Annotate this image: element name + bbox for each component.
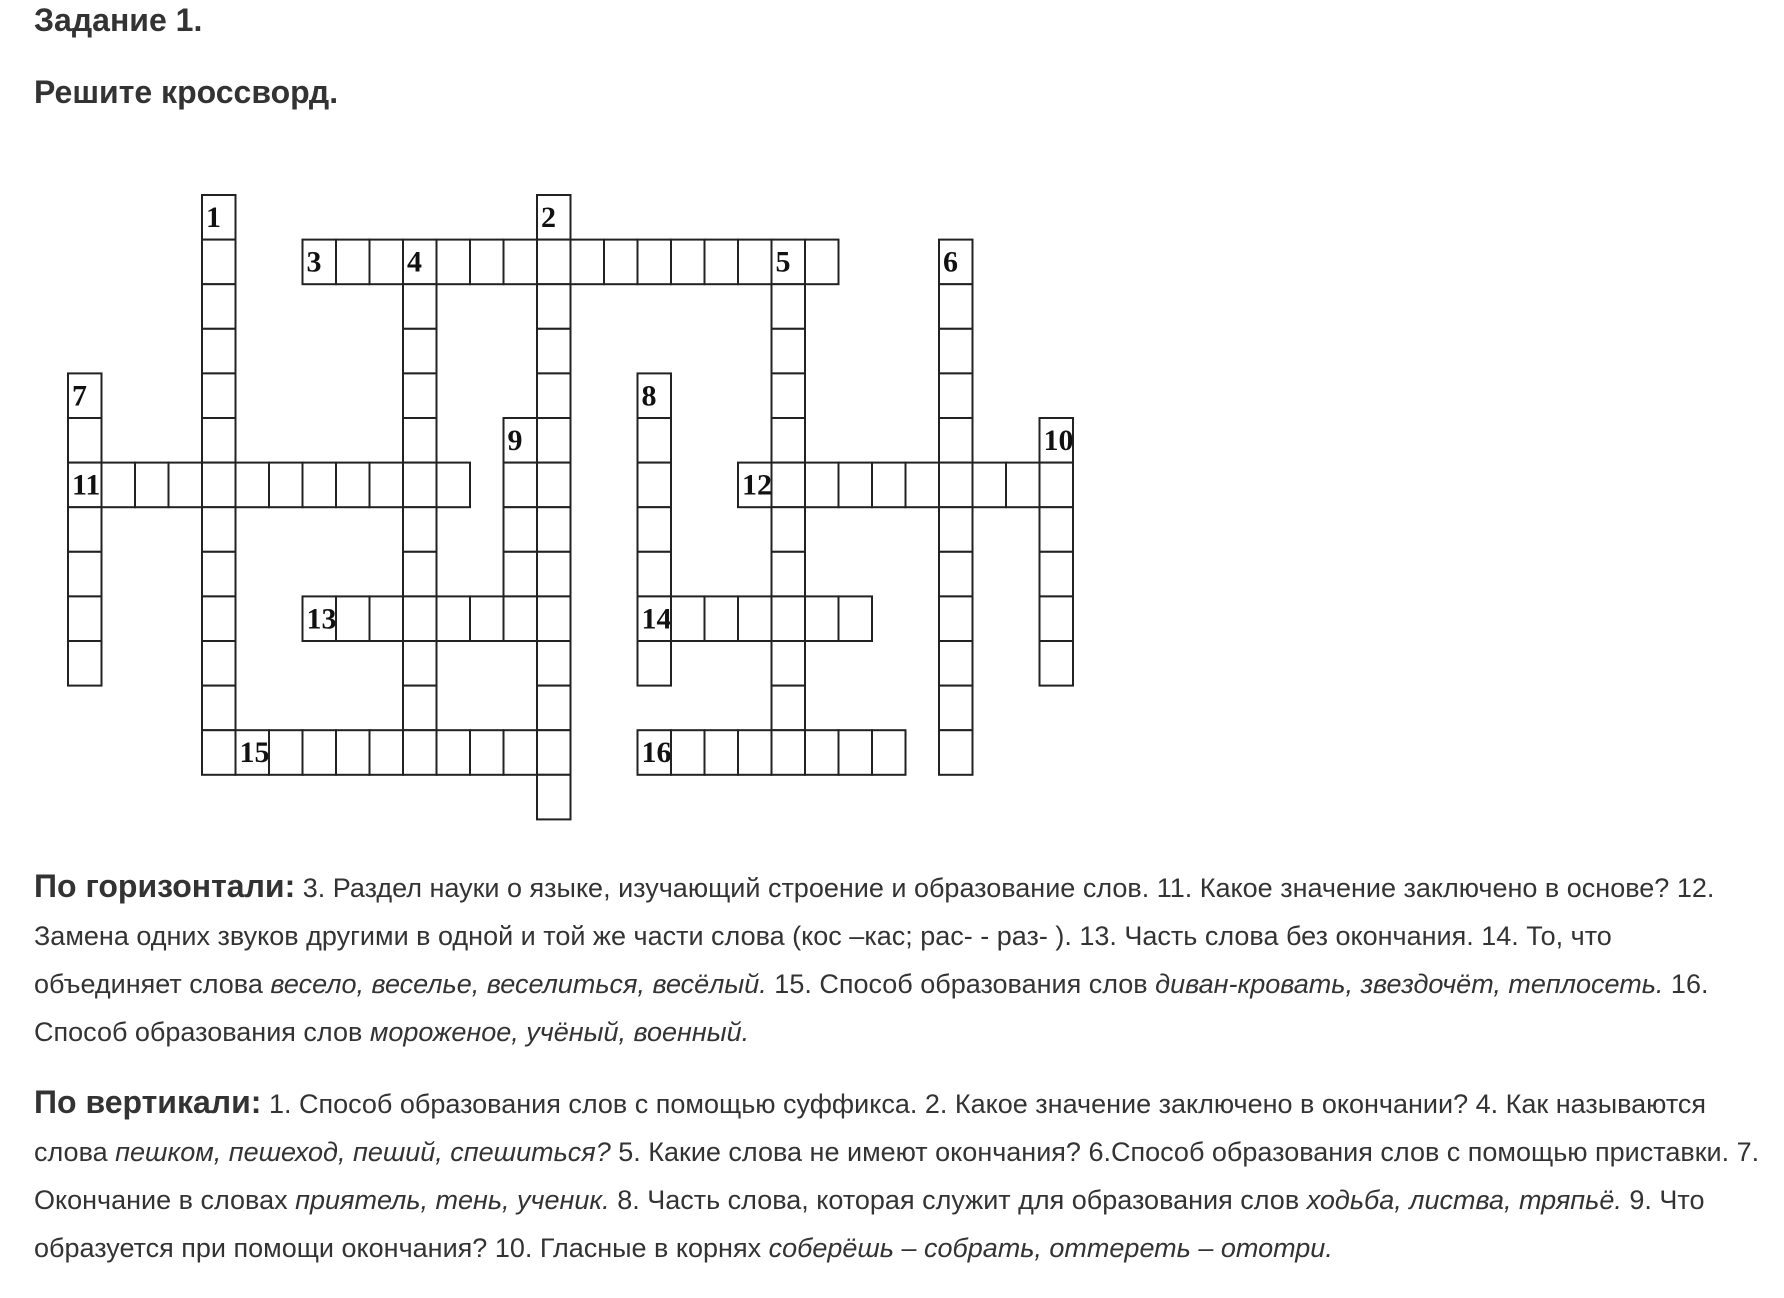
crossword-cell	[68, 507, 102, 552]
crossword-cell	[772, 373, 806, 418]
crossword-cell	[303, 730, 337, 775]
crossword-cell	[370, 240, 404, 285]
crossword-cell	[202, 373, 236, 418]
crossword-cell	[839, 730, 873, 775]
crossword-cell	[336, 240, 370, 285]
crossword-cell	[772, 552, 806, 597]
crossword-cell	[336, 730, 370, 775]
clue-number-1: 1	[206, 201, 221, 234]
clue-9: 9. Что образуется при помощи окончания?	[34, 1185, 1705, 1263]
crossword-cell	[403, 686, 437, 731]
crossword-cell	[537, 418, 571, 463]
crossword-cell	[470, 240, 504, 285]
crossword-cell	[571, 240, 605, 285]
clue-16-examples: мороженое, учёный, военный.	[369, 1017, 750, 1047]
crossword-cell	[269, 463, 303, 508]
clue-number-12: 12	[742, 468, 772, 502]
crossword-cell	[202, 641, 236, 686]
crossword-cell	[437, 596, 471, 641]
crossword-cell	[872, 730, 906, 775]
crossword-cell	[1040, 596, 1074, 641]
crossword-cell	[537, 240, 571, 285]
crossword-cell	[68, 418, 102, 463]
crossword-cell	[102, 463, 136, 508]
crossword-cell	[537, 329, 571, 374]
clue-number-15: 15	[239, 736, 270, 770]
clue-16: 16. Способ образования слов	[34, 969, 1709, 1047]
crossword-cell	[772, 686, 806, 731]
crossword-cell	[202, 463, 236, 508]
crossword-cell	[169, 463, 203, 508]
crossword-cell	[437, 730, 471, 775]
crossword-cell	[403, 373, 437, 418]
clue-number-5: 5	[775, 245, 791, 279]
crossword-cell	[537, 641, 571, 686]
crossword-cell	[202, 552, 236, 597]
crossword-cell	[772, 329, 806, 374]
crossword-cell	[403, 463, 437, 508]
crossword-cell	[772, 730, 806, 775]
crossword-cell	[939, 463, 973, 508]
clue-10-examples: соберёшь – собрать, оттереть – ототри.	[768, 1233, 1333, 1263]
crossword-cell	[638, 552, 672, 597]
crossword-cell	[939, 329, 973, 374]
across-clues	[34, 862, 1764, 1056]
crossword-cell	[772, 463, 806, 508]
crossword-cell	[403, 730, 437, 775]
crossword-cell	[537, 373, 571, 418]
clue-number-3: 3	[306, 245, 322, 279]
crossword-cell	[68, 596, 102, 641]
crossword-cell	[772, 641, 806, 686]
clue-number-9: 9	[507, 424, 523, 457]
crossword-cell	[705, 596, 739, 641]
crossword-cell	[939, 418, 973, 463]
crossword-cell	[68, 552, 102, 597]
crossword-cell	[1040, 507, 1074, 552]
crossword-cell	[738, 730, 772, 775]
clue-4: 4. Как называются слова	[34, 1089, 1707, 1167]
crossword-cell	[437, 240, 471, 285]
clue-5: 5. Какие слова не имеют окончания?	[618, 1137, 1081, 1167]
crossword-cell	[504, 240, 538, 285]
clue-number-8: 8	[641, 379, 657, 413]
crossword-cell	[537, 463, 571, 508]
instruction: Решите кроссворд.	[34, 74, 339, 110]
crossword-cell	[370, 596, 404, 641]
crossword-cell	[772, 507, 806, 552]
clue-15-examples: диван-кровать, звездочёт, теплосеть.	[1155, 969, 1664, 999]
crossword-cell	[1006, 463, 1040, 508]
crossword-cell	[906, 463, 940, 508]
crossword-cell	[537, 686, 571, 731]
down-label: По вертикали:	[34, 1084, 262, 1120]
clue-number-13: 13	[306, 602, 337, 636]
crossword-cell	[772, 596, 806, 641]
clue-14-examples: весело, веселье, веселиться, весёлый.	[270, 969, 767, 999]
crossword-cell	[1040, 552, 1074, 597]
clue-10: 10. Гласные в корнях	[494, 1233, 762, 1263]
clue-12: 12. Замена одних звуков другими в одной и той же части слова (кос –кас; рас- - раз- ).	[34, 873, 1715, 951]
crossword-cell	[839, 596, 873, 641]
crossword-cell	[504, 463, 538, 508]
crossword-cell	[403, 507, 437, 552]
crossword-cell	[973, 463, 1007, 508]
crossword-cell	[939, 284, 973, 329]
crossword-cell	[671, 730, 705, 775]
clue-4-examples: пешком, пешеход, пеший, спешиться?	[115, 1137, 611, 1167]
crossword-cell	[537, 775, 571, 820]
task-title: Задание 1.	[34, 2, 203, 38]
crossword-cell	[202, 730, 236, 775]
crossword-cell	[403, 552, 437, 597]
crossword-cell	[202, 418, 236, 463]
clue-number-16: 16	[641, 736, 672, 770]
crossword-cell	[939, 373, 973, 418]
crossword-cell	[336, 463, 370, 508]
crossword-cell	[504, 596, 538, 641]
crossword-cell	[202, 240, 236, 285]
crossword-cell	[638, 418, 672, 463]
clue-number-6: 6	[943, 245, 958, 279]
crossword-cell	[437, 463, 471, 508]
crossword-cell	[403, 641, 437, 686]
crossword-cell	[370, 463, 404, 508]
crossword-cell	[772, 418, 806, 463]
crossword-cell	[939, 730, 973, 775]
crossword-cell	[805, 240, 839, 285]
clue-1: 1. Способ образования слов с помощью суффикса.	[268, 1089, 918, 1119]
crossword-cell	[738, 596, 772, 641]
crossword-cell	[671, 596, 705, 641]
crossword-cell	[1040, 463, 1074, 508]
down-clues	[34, 1078, 1764, 1272]
crossword-cell	[202, 329, 236, 374]
crossword-cell	[939, 507, 973, 552]
crossword-cell	[705, 730, 739, 775]
crossword-cell	[638, 240, 672, 285]
crossword-cell	[638, 463, 672, 508]
clue-8-examples: ходьба, листва, тряпьё.	[1306, 1185, 1622, 1215]
clue-6: 6.Способ образования слов с помощью приставки.	[1088, 1137, 1730, 1167]
clue-7-examples: приятель, тень, ученик.	[295, 1185, 610, 1215]
crossword-cell	[671, 240, 705, 285]
clue-14: 14. То, что объединяет слова	[34, 921, 1612, 999]
crossword-cell	[537, 507, 571, 552]
crossword-cell	[68, 641, 102, 686]
crossword-cell	[537, 596, 571, 641]
across-label: По горизонтали:	[34, 868, 296, 904]
crossword-cell	[805, 730, 839, 775]
crossword-cell	[939, 686, 973, 731]
crossword-cell	[537, 284, 571, 329]
crossword-cell	[470, 730, 504, 775]
crossword-cell	[805, 596, 839, 641]
crossword-cell	[939, 641, 973, 686]
crossword-cell	[202, 686, 236, 731]
crossword-cell	[939, 596, 973, 641]
crossword-cell	[504, 552, 538, 597]
crossword-cell	[738, 240, 772, 285]
crossword-cell	[303, 463, 337, 508]
crossword-cell	[202, 596, 236, 641]
clue-15: 15. Способ образования слов	[774, 969, 1148, 999]
crossword-cell	[202, 284, 236, 329]
crossword-cell	[403, 418, 437, 463]
crossword-cell	[403, 596, 437, 641]
clue-number-4: 4	[407, 245, 422, 279]
crossword-cell	[705, 240, 739, 285]
crossword-cell	[403, 329, 437, 374]
crossword-cell	[537, 552, 571, 597]
clue-13: 13. Часть слова без окончания.	[1079, 921, 1474, 951]
crossword-cell	[236, 463, 270, 508]
crossword-cell	[638, 507, 672, 552]
clue-number-11: 11	[72, 468, 101, 502]
crossword-cell	[537, 730, 571, 775]
crossword-cell	[839, 463, 873, 508]
clue-11: 11. Какое значение заключено в основе?	[1156, 873, 1670, 903]
crossword-cell	[872, 463, 906, 508]
crossword-cell	[504, 730, 538, 775]
clue-number-7: 7	[72, 379, 87, 413]
crossword-cell	[470, 596, 504, 641]
crossword-cell	[772, 284, 806, 329]
crossword-cell	[370, 730, 404, 775]
clue-number-10: 10	[1043, 424, 1074, 457]
crossword-cell	[504, 507, 538, 552]
crossword-cell	[269, 730, 303, 775]
crossword-cell	[403, 284, 437, 329]
crossword-cell	[1040, 641, 1074, 686]
crossword-cell	[202, 507, 236, 552]
clue-2: 2. Какое значение заключено в окончании?	[924, 1089, 1469, 1119]
clue-3: 3. Раздел науки о языке, изучающий строение и образование слов.	[302, 873, 1150, 903]
clue-number-2: 2	[541, 201, 556, 234]
crossword-cell	[604, 240, 638, 285]
clue-7: 7. Окончание в словах	[34, 1137, 1760, 1215]
crossword-cell	[638, 641, 672, 686]
clue-8: 8. Часть слова, которая служит для образования слов	[617, 1185, 1300, 1215]
crossword-cell	[135, 463, 169, 508]
crossword-cell	[939, 552, 973, 597]
crossword-cell	[805, 463, 839, 508]
crossword-cell	[336, 596, 370, 641]
clue-number-14: 14	[641, 602, 672, 636]
